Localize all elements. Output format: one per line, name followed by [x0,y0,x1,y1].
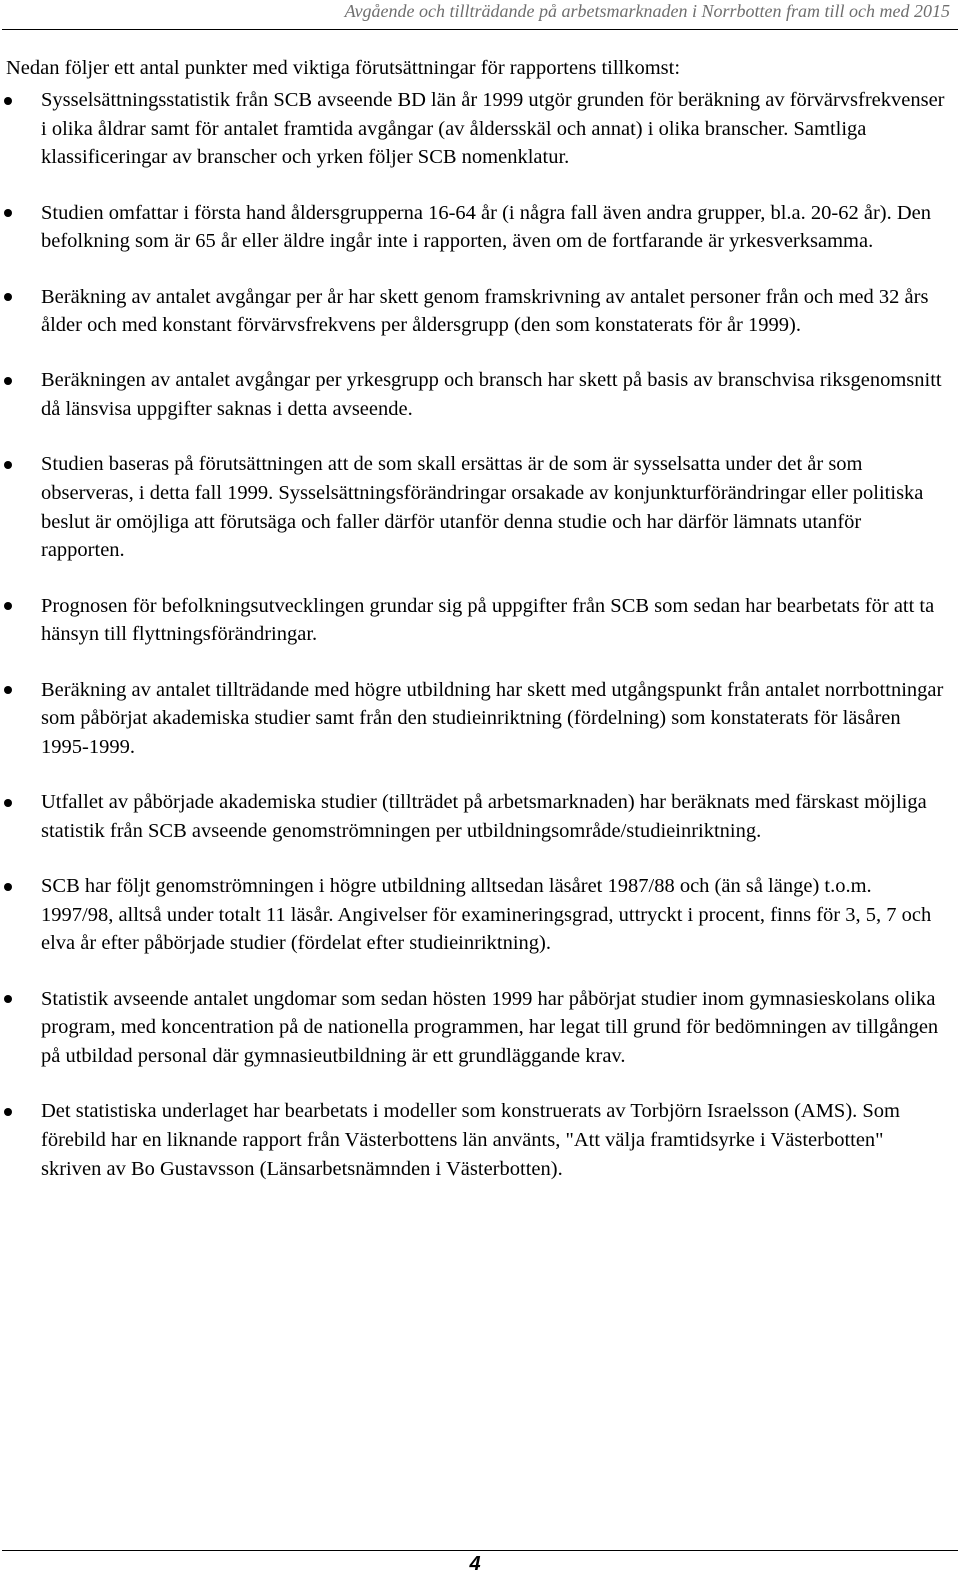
bullet-icon [4,461,12,469]
bullet-icon [4,883,12,891]
bullet-icon [4,293,12,301]
bullet-text: Beräkning av antalet avgångar per år har skett genom framskrivning av antalet personer från och med 32 års ålder och med konstant förvärvsfrekvens per åldersgrupp (den som konstaterats för år 1999). [41,285,929,337]
bullet-text: Det statistiska underlaget har bearbetats i modeller som konstruerats av Torbjörn Israelsson (AMS). Som förebild har en liknande rapport från Västerbottens län använts, "Att välja framtidsyrke i Västerbotten" skriven av Bo Gustavsson (Länsarbetsnämnden i Västerbotten). [41,1100,900,1180]
bullet-item [0,199,960,256]
bullet-item [0,450,960,565]
bullet-icon [4,602,12,610]
bullet-icon [4,799,12,807]
bullet-icon [4,1108,12,1116]
bullet-icon [4,995,12,1003]
bullet-item [0,676,960,762]
bullet-icon [4,209,12,217]
bullet-text: Beräkning av antalet tillträdande med högre utbildning har skett med utgångspunkt från antalet norrbottningar som påbörjat akademiska studier samt från den studieinriktning (fördelning) som konstaterats för läsåren 1995-1999. [41,678,944,758]
bullet-icon [4,377,12,385]
running-header: Avgående och tillträdande på arbetsmarknaden i Norrbotten fram till och med 2015 [344,1,950,21]
bullet-text: Studien baseras på förutsättningen att de som skall ersättas är de som är sysselsatta under det år som observeras, i detta fall 1999. Sysselsättningsförändringar orsakade av konjunkturförändringar eller politiska beslut är omöjliga att förutsäga och faller därför utanför denna studie och har därför lämnats utanför rapporten. [41,453,924,562]
bullet-text: Beräkningen av antalet avgångar per yrkesgrupp och bransch har skett på basis av branschvisa riksgenomsnitt då länsvisa uppgifter saknas i detta avseende. [41,369,942,421]
bullet-item [0,366,960,423]
bullet-text: Utfallet av påbörjade akademiska studier (tillträdet på arbetsmarknaden) har beräknats med färskast möjliga statistik från SCB avseende genomströmningen per utbildningsområde/studieinriktning. [41,791,927,842]
bullet-list [0,86,960,1210]
bullet-item [0,788,960,845]
bullet-item [0,592,960,649]
bullet-item [0,86,960,172]
bullet-text: Studien omfattar i första hand åldersgrupperna 16-64 år (i några fall även andra grupper, bl.a. 20-62 år). Den befolkning som är 65 år eller äldre ingår inte i rapporten, även om de fortfarande är yrkesverksamma. [41,201,932,253]
bullet-text: SCB har följt genomströmningen i högre utbildning alltsedan läsåret 1987/88 och (än så länge) t.o.m. 1997/98, alltså under totalt 11 läsår. Angivelser för examineringsgrad, uttryckt i procent, finns för 3, 5, 7 och elva år efter påbörjade studier (fördelat efter studieinriktning). [41,875,932,955]
bullet-item [0,283,960,340]
bullet-text: Prognosen för befolkningsutvecklingen grundar sig på uppgifter från SCB som sedan har bearbetats för att ta hänsyn till flyttningsförändringar. [41,594,935,646]
intro-paragraph: Nedan följer ett antal punkter med viktiga förutsättningar för rapportens tillkomst: [6,57,681,79]
bullet-icon [4,97,12,105]
bullet-text: Statistik avseende antalet ungdomar som sedan hösten 1999 har påbörjat studier inom gymnasieskolans olika program, med koncentration på de nationella programmen, har legat till grund för bedömningen av tillgången på utbildad personal där gymnasieutbildning är ett grundläggande krav. [41,987,939,1068]
bullet-item [0,1097,960,1183]
bullet-item [0,872,960,958]
header-divider [2,29,958,30]
bullet-text: Sysselsättningsstatistik från SCB avseende BD län år 1999 utgör grunden för beräkning av förvärvsfrekvenser i olika åldrar samt för antalet framtida avgångar (av åldersskäl och annat) i olika branscher. Samtliga klassificeringar av branscher och yrken följer SCB nomenklatur. [41,89,945,169]
bullet-icon [4,686,12,694]
page-number: 4 [469,1553,481,1575]
bullet-item [0,985,960,1071]
footer-divider [2,1550,958,1551]
